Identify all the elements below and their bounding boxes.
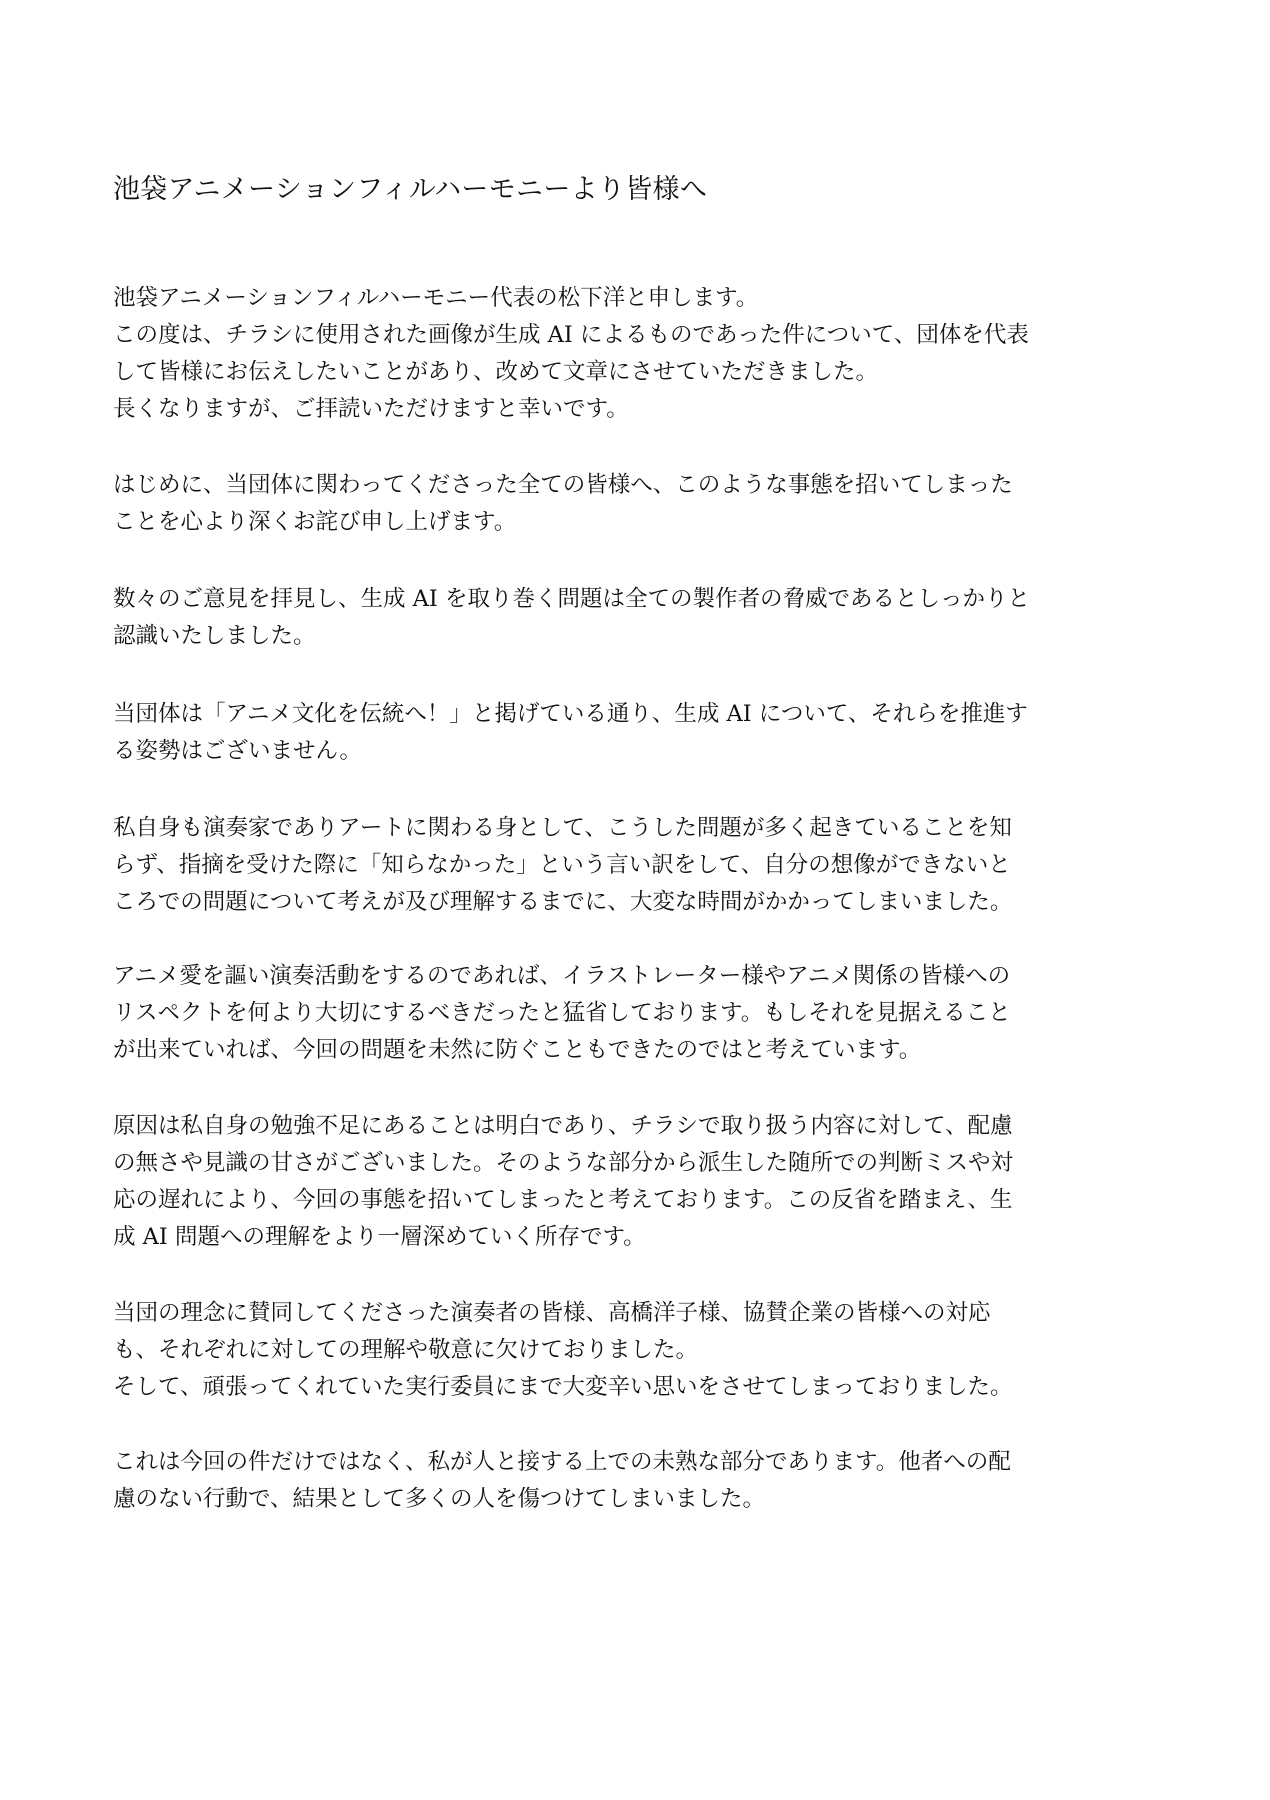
paragraph-cause [113, 1108, 1173, 1256]
text-line: アニメ愛を謳い演奏活動をするのであれば、イラストレーター様やアニメ関係の皆様への [113, 963, 1011, 989]
text-line: る姿勢はございません。 [113, 738, 362, 764]
text-line: 成 AI 問題への理解をより一層深めていく所存です。 [113, 1224, 646, 1250]
text-line: そして、頑張ってくれていた実行委員にまで大変辛い思いをさせてしまっておりました。 [113, 1374, 1013, 1400]
text-line: リスペクトを何より大切にするべきだったと猛省しております。もしそれを見据えること [113, 1000, 1011, 1026]
text-line: らず、指摘を受けた際に「知らなかった」という言い訳をして、自分の想像ができないと [113, 852, 1011, 878]
text-line: 当団体は「アニメ文化を伝統へ！」と掲げている通り、生成 AI について、それらを推進す [113, 701, 1028, 727]
paragraph-stance [113, 696, 1173, 770]
text-line: の無さや見識の甘さがございました。そのような部分から派生した随所での判断ミスや対 [113, 1150, 1014, 1176]
paragraph-personal-reflection [113, 810, 1173, 921]
paragraph-performers [113, 1295, 1173, 1406]
text-line: 慮のない行動で、結果として多くの人を傷つけてしまいました。 [113, 1486, 766, 1512]
text-line: 応の遅れにより、今回の事態を招いてしまったと考えております。この反省を踏まえ、生 [113, 1187, 1013, 1213]
text-line: 認識いたしました。 [113, 623, 316, 649]
text-line: ことを心より深くお詫び申し上げます。 [113, 509, 517, 535]
paragraph-apology [113, 467, 1173, 541]
document-title: 池袋アニメーションフィルハーモニーより皆様へ [113, 174, 708, 205]
text-line: 私自身も演奏家でありアートに関わる身として、こうした問題が多く起きていることを知 [113, 815, 1012, 841]
text-line: はじめに、当団体に関わってくださった全ての皆様へ、このような事態を招いてしまった [113, 472, 1013, 498]
text-line: も、それぞれに対しての理解や敬意に欠けておりました。 [113, 1337, 699, 1363]
text-line: 数々のご意見を拝見し、生成 AI を取り巻く問題は全ての製作者の脅威であるとしっかりと [113, 586, 1030, 612]
text-line: して皆様にお伝えしたいことがあり、改めて文章にさせていただきました。 [113, 359, 879, 385]
text-line: これは今回の件だけではなく、私が人と接する上での未熟な部分であります。他者への配 [113, 1449, 1011, 1475]
text-line: が出来ていれば、今回の問題を未然に防ぐこともできたのではと考えています。 [113, 1037, 922, 1063]
paragraph-recognition [113, 581, 1173, 655]
paragraph-closing [113, 1444, 1173, 1518]
text-line: 原因は私自身の勉強不足にあることは明白であり、チラシで取り扱う内容に対して、配慮 [113, 1113, 1013, 1139]
text-line: 長くなりますが、ご拝読いただけますと幸いです。 [113, 396, 629, 422]
text-line: 池袋アニメーションフィルハーモニー代表の松下洋と申します。 [113, 285, 759, 311]
paragraph-introduction [113, 280, 1173, 428]
text-line: ころでの問題について考えが及び理解するまでに、大変な時間がかかってしまいました。 [113, 889, 1013, 915]
text-line: この度は、チラシに使用された画像が生成 AI によるものであった件について、団体を代表 [113, 322, 1029, 348]
paragraph-respect [113, 958, 1173, 1069]
text-line: 当団の理念に賛同してくださった演奏者の皆様、高橋洋子様、協賛企業の皆様への対応 [113, 1300, 991, 1326]
